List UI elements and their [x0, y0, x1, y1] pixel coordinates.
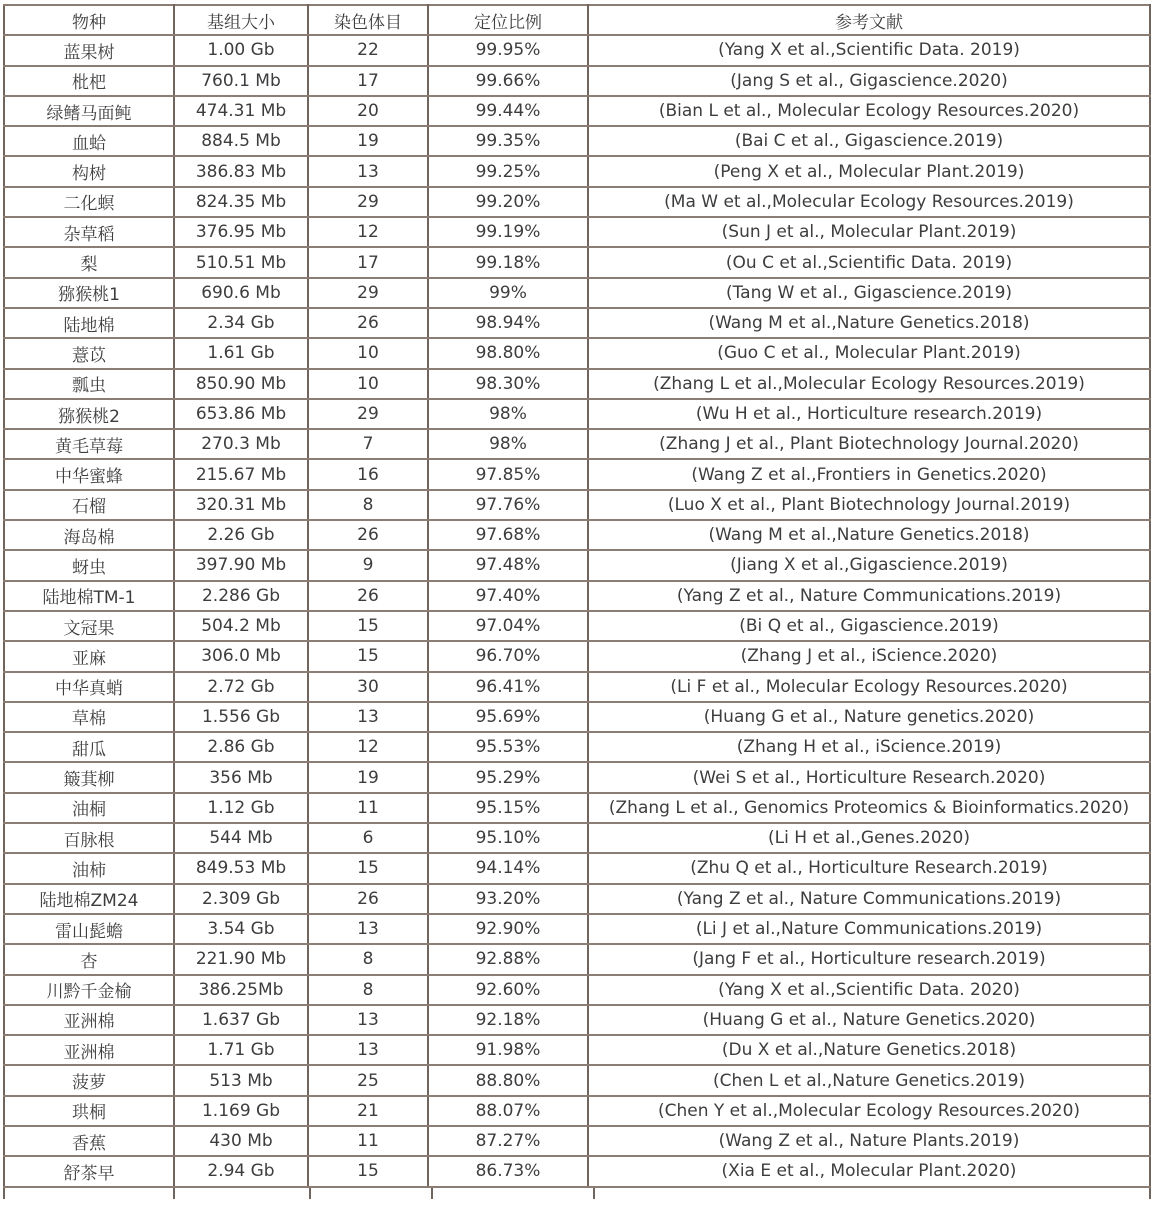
cell-genome_size: 3.54 Gb — [174, 914, 308, 944]
cell-reference: (Chen L et al.,Nature Genetics.2019) — [588, 1065, 1150, 1095]
cell-reference: (Chen Y et al.,Molecular Ecology Resources.2020) — [588, 1096, 1150, 1126]
cell-genome_size: 824.35 Mb — [174, 187, 308, 217]
cell-chromosome_count: 8 — [308, 944, 428, 974]
cell-species: 蓝果树 — [4, 35, 174, 65]
cell-genome_size: 430 Mb — [174, 1126, 308, 1156]
cell-chromosome_count: 13 — [308, 702, 428, 732]
table-row — [4, 611, 1150, 641]
cell-anchor_ratio: 97.68% — [428, 520, 588, 550]
cell-genome_size: 1.61 Gb — [174, 338, 308, 368]
cell-reference: (Wang Z et al., Nature Plants.2019) — [588, 1126, 1150, 1156]
cell-chromosome_count: 26 — [308, 520, 428, 550]
cell-chromosome_count: 19 — [308, 762, 428, 792]
cell-genome_size: 2.86 Gb — [174, 732, 308, 762]
cell-species: 薏苡 — [4, 338, 174, 368]
cell-chromosome_count: 13 — [308, 1035, 428, 1065]
cell-genome_size: 1.169 Gb — [174, 1096, 308, 1126]
cell-anchor_ratio: 98.94% — [428, 308, 588, 338]
genome-assembly-table — [3, 4, 1151, 1188]
cell-reference: (Wei S et al., Horticulture Research.2020) — [588, 762, 1150, 792]
cell-genome_size: 1.00 Gb — [174, 35, 308, 65]
cell-genome_size: 356 Mb — [174, 762, 308, 792]
cell-reference: (Tang W et al., Gigascience.2019) — [588, 278, 1150, 308]
cell-anchor_ratio: 98% — [428, 429, 588, 459]
table-row — [4, 762, 1150, 792]
cell-chromosome_count: 7 — [308, 429, 428, 459]
cell-chromosome_count: 25 — [308, 1065, 428, 1095]
cell-anchor_ratio: 93.20% — [428, 884, 588, 914]
cell-chromosome_count: 8 — [308, 490, 428, 520]
cell-genome_size: 1.71 Gb — [174, 1035, 308, 1065]
cell-chromosome_count: 29 — [308, 187, 428, 217]
cell-genome_size: 850.90 Mb — [174, 369, 308, 399]
cell-anchor_ratio: 88.80% — [428, 1065, 588, 1095]
table-row — [4, 672, 1150, 702]
table-row — [4, 1096, 1150, 1126]
cell-genome_size: 376.95 Mb — [174, 217, 308, 247]
cell-genome_size: 544 Mb — [174, 823, 308, 853]
cell-species: 香蕉 — [4, 1126, 174, 1156]
cell-reference: (Zhang J et al., Plant Biotechnology Journal.2020) — [588, 429, 1150, 459]
table-row — [4, 247, 1150, 277]
cell-species: 蚜虫 — [4, 550, 174, 580]
cell-chromosome_count: 26 — [308, 308, 428, 338]
cell-genome_size: 510.51 Mb — [174, 247, 308, 277]
table-row — [4, 853, 1150, 883]
cell-species: 杂草稻 — [4, 217, 174, 247]
cell-anchor_ratio: 92.90% — [428, 914, 588, 944]
cell-species: 中华蜜蜂 — [4, 459, 174, 489]
cell-chromosome_count: 30 — [308, 672, 428, 702]
cell-chromosome_count: 15 — [308, 853, 428, 883]
cell-anchor_ratio: 97.85% — [428, 459, 588, 489]
cell-species: 石榴 — [4, 490, 174, 520]
cell-chromosome_count: 12 — [308, 217, 428, 247]
cell-chromosome_count: 6 — [308, 823, 428, 853]
cell-anchor_ratio: 94.14% — [428, 853, 588, 883]
cell-genome_size: 504.2 Mb — [174, 611, 308, 641]
cell-species: 草棉 — [4, 702, 174, 732]
cell-genome_size: 215.67 Mb — [174, 459, 308, 489]
cell-anchor_ratio: 99% — [428, 278, 588, 308]
cell-species: 黄毛草莓 — [4, 429, 174, 459]
table-row — [4, 217, 1150, 247]
cell-reference: (Jang F et al., Horticulture research.2019) — [588, 944, 1150, 974]
cell-anchor_ratio: 86.73% — [428, 1156, 588, 1186]
cell-anchor_ratio: 99.35% — [428, 126, 588, 156]
cell-anchor_ratio: 96.41% — [428, 672, 588, 702]
cell-species: 二化螟 — [4, 187, 174, 217]
cell-reference: (Yang X et al.,Scientific Data. 2019) — [588, 35, 1150, 65]
cell-reference: (Li H et al.,Genes.2020) — [588, 823, 1150, 853]
table-row — [4, 520, 1150, 550]
cell-species: 绿鳍马面鲀 — [4, 96, 174, 126]
cell-genome_size: 2.94 Gb — [174, 1156, 308, 1186]
cell-anchor_ratio: 97.04% — [428, 611, 588, 641]
table-row — [4, 793, 1150, 823]
cell-reference: (Huang G et al., Nature Genetics.2020) — [588, 1005, 1150, 1035]
table-row — [4, 884, 1150, 914]
cell-reference: (Ma W et al.,Molecular Ecology Resources.2019) — [588, 187, 1150, 217]
cell-anchor_ratio: 95.69% — [428, 702, 588, 732]
cell-genome_size: 2.286 Gb — [174, 581, 308, 611]
cell-species: 杏 — [4, 944, 174, 974]
header-species: 物种 — [4, 5, 174, 35]
table-row — [4, 459, 1150, 489]
cell-species: 百脉根 — [4, 823, 174, 853]
header-chromosome-count: 染色体目 — [308, 5, 428, 35]
table-row — [4, 490, 1150, 520]
cell-species: 梨 — [4, 247, 174, 277]
cell-species: 菠萝 — [4, 1065, 174, 1095]
table-row — [4, 1005, 1150, 1035]
header-reference: 参考文献 — [588, 5, 1150, 35]
cell-reference: (Li F et al., Molecular Ecology Resources.2020) — [588, 672, 1150, 702]
cell-anchor_ratio: 99.66% — [428, 66, 588, 96]
cell-genome_size: 2.72 Gb — [174, 672, 308, 702]
cell-reference: (Zhang L et al., Genomics Proteomics & Bioinformatics.2020) — [588, 793, 1150, 823]
table-row — [4, 278, 1150, 308]
cell-genome_size: 306.0 Mb — [174, 641, 308, 671]
cell-genome_size: 2.309 Gb — [174, 884, 308, 914]
cell-chromosome_count: 13 — [308, 1005, 428, 1035]
cell-genome_size: 849.53 Mb — [174, 853, 308, 883]
cell-anchor_ratio: 95.53% — [428, 732, 588, 762]
cell-reference: (Du X et al.,Nature Genetics.2018) — [588, 1035, 1150, 1065]
cell-anchor_ratio: 99.25% — [428, 156, 588, 186]
cell-chromosome_count: 9 — [308, 550, 428, 580]
cell-species: 舒茶早 — [4, 1156, 174, 1186]
table-row — [4, 914, 1150, 944]
cell-chromosome_count: 13 — [308, 156, 428, 186]
table-row — [4, 944, 1150, 974]
cell-species: 陆地棉TM-1 — [4, 581, 174, 611]
cell-reference: (Zhu Q et al., Horticulture Research.2019) — [588, 853, 1150, 883]
cropped-cell — [175, 1188, 311, 1199]
cell-reference: (Wang Z et al.,Frontiers in Genetics.2020) — [588, 459, 1150, 489]
cell-reference: (Wang M et al.,Nature Genetics.2018) — [588, 520, 1150, 550]
cell-chromosome_count: 15 — [308, 641, 428, 671]
cell-chromosome_count: 12 — [308, 732, 428, 762]
cell-reference: (Ou C et al.,Scientific Data. 2019) — [588, 247, 1150, 277]
cell-genome_size: 653.86 Mb — [174, 399, 308, 429]
cell-genome_size: 397.90 Mb — [174, 550, 308, 580]
cell-anchor_ratio: 98% — [428, 399, 588, 429]
header-genome-size: 基组大小 — [174, 5, 308, 35]
cell-chromosome_count: 11 — [308, 1126, 428, 1156]
table-row — [4, 1126, 1150, 1156]
cell-reference: (Li J et al.,Nature Communications.2019) — [588, 914, 1150, 944]
cell-anchor_ratio: 88.07% — [428, 1096, 588, 1126]
cell-species: 中华真蛸 — [4, 672, 174, 702]
cell-species: 海岛棉 — [4, 520, 174, 550]
cell-chromosome_count: 19 — [308, 126, 428, 156]
cell-species: 陆地棉ZM24 — [4, 884, 174, 914]
cell-chromosome_count: 10 — [308, 338, 428, 368]
cell-species: 珙桐 — [4, 1096, 174, 1126]
cell-genome_size: 270.3 Mb — [174, 429, 308, 459]
cell-chromosome_count: 16 — [308, 459, 428, 489]
cell-anchor_ratio: 99.18% — [428, 247, 588, 277]
table-header — [4, 5, 1150, 35]
cropped-next-row — [3, 1188, 1151, 1199]
cell-genome_size: 1.12 Gb — [174, 793, 308, 823]
table-row — [4, 641, 1150, 671]
cell-reference: (Bai C et al., Gigascience.2019) — [588, 126, 1150, 156]
cell-species: 猕猴桃1 — [4, 278, 174, 308]
cell-anchor_ratio: 95.29% — [428, 762, 588, 792]
table-row — [4, 399, 1150, 429]
cell-species: 油桐 — [4, 793, 174, 823]
cell-genome_size: 1.637 Gb — [174, 1005, 308, 1035]
cell-species: 雷山髭蟾 — [4, 914, 174, 944]
table-row — [4, 126, 1150, 156]
cell-reference: (Zhang J et al., iScience.2020) — [588, 641, 1150, 671]
cell-chromosome_count: 17 — [308, 247, 428, 277]
table-row — [4, 823, 1150, 853]
cell-reference: (Luo X et al., Plant Biotechnology Journal.2019) — [588, 490, 1150, 520]
table-body — [4, 35, 1150, 1186]
table-row — [4, 308, 1150, 338]
table-row — [4, 1156, 1150, 1186]
cell-species: 猕猴桃2 — [4, 399, 174, 429]
cell-chromosome_count: 26 — [308, 884, 428, 914]
cell-genome_size: 760.1 Mb — [174, 66, 308, 96]
cell-reference: (Jang S et al., Gigascience.2020) — [588, 66, 1150, 96]
cell-reference: (Peng X et al., Molecular Plant.2019) — [588, 156, 1150, 186]
cell-chromosome_count: 10 — [308, 369, 428, 399]
cell-anchor_ratio: 97.48% — [428, 550, 588, 580]
cell-reference: (Huang G et al., Nature genetics.2020) — [588, 702, 1150, 732]
cell-reference: (Sun J et al., Molecular Plant.2019) — [588, 217, 1150, 247]
cell-species: 构树 — [4, 156, 174, 186]
cell-chromosome_count: 21 — [308, 1096, 428, 1126]
cell-reference: (Jiang X et al.,Gigascience.2019) — [588, 550, 1150, 580]
cell-genome_size: 221.90 Mb — [174, 944, 308, 974]
cell-chromosome_count: 29 — [308, 278, 428, 308]
cell-chromosome_count: 11 — [308, 793, 428, 823]
cell-anchor_ratio: 99.20% — [428, 187, 588, 217]
cropped-cell — [433, 1188, 595, 1199]
cell-species: 文冠果 — [4, 611, 174, 641]
cell-anchor_ratio: 87.27% — [428, 1126, 588, 1156]
cell-reference: (Yang X et al.,Scientific Data. 2020) — [588, 975, 1150, 1005]
cell-reference: (Yang Z et al., Nature Communications.2019) — [588, 581, 1150, 611]
cell-genome_size: 386.25Mb — [174, 975, 308, 1005]
cell-reference: (Zhang L et al.,Molecular Ecology Resources.2019) — [588, 369, 1150, 399]
cell-species: 陆地棉 — [4, 308, 174, 338]
cell-chromosome_count: 17 — [308, 66, 428, 96]
cell-species: 亚麻 — [4, 641, 174, 671]
table-row — [4, 369, 1150, 399]
header-row — [4, 5, 1150, 35]
cell-reference: (Guo C et al., Molecular Plant.2019) — [588, 338, 1150, 368]
cell-species: 枇杷 — [4, 66, 174, 96]
cell-chromosome_count: 13 — [308, 914, 428, 944]
cell-anchor_ratio: 99.44% — [428, 96, 588, 126]
cell-chromosome_count: 29 — [308, 399, 428, 429]
cell-genome_size: 884.5 Mb — [174, 126, 308, 156]
cell-anchor_ratio: 97.76% — [428, 490, 588, 520]
cell-chromosome_count: 20 — [308, 96, 428, 126]
table-row — [4, 1065, 1150, 1095]
cell-chromosome_count: 8 — [308, 975, 428, 1005]
cell-species: 血蛤 — [4, 126, 174, 156]
cell-genome_size: 320.31 Mb — [174, 490, 308, 520]
table-row — [4, 975, 1150, 1005]
cell-reference: (Yang Z et al., Nature Communications.2019) — [588, 884, 1150, 914]
table-row — [4, 338, 1150, 368]
table-row — [4, 702, 1150, 732]
cell-anchor_ratio: 92.88% — [428, 944, 588, 974]
table-row — [4, 66, 1150, 96]
cropped-cell — [3, 1188, 175, 1199]
table-row — [4, 1035, 1150, 1065]
table-row — [4, 550, 1150, 580]
cropped-cell — [595, 1188, 1151, 1199]
cell-reference: (Wu H et al., Horticulture research.2019) — [588, 399, 1150, 429]
cell-anchor_ratio: 95.15% — [428, 793, 588, 823]
cell-chromosome_count: 22 — [308, 35, 428, 65]
cell-species: 甜瓜 — [4, 732, 174, 762]
cell-reference: (Wang M et al.,Nature Genetics.2018) — [588, 308, 1150, 338]
cell-genome_size: 513 Mb — [174, 1065, 308, 1095]
cropped-cell — [311, 1188, 433, 1199]
cell-genome_size: 386.83 Mb — [174, 156, 308, 186]
cell-genome_size: 2.34 Gb — [174, 308, 308, 338]
cell-anchor_ratio: 97.40% — [428, 581, 588, 611]
cell-anchor_ratio: 92.18% — [428, 1005, 588, 1035]
cell-anchor_ratio: 92.60% — [428, 975, 588, 1005]
cell-genome_size: 690.6 Mb — [174, 278, 308, 308]
cell-anchor_ratio: 99.19% — [428, 217, 588, 247]
cell-species: 簸萁柳 — [4, 762, 174, 792]
cell-species: 油柿 — [4, 853, 174, 883]
header-anchor-ratio: 定位比例 — [428, 5, 588, 35]
cell-anchor_ratio: 96.70% — [428, 641, 588, 671]
cell-species: 瓢虫 — [4, 369, 174, 399]
table-row — [4, 156, 1150, 186]
table-row — [4, 35, 1150, 65]
cell-chromosome_count: 15 — [308, 611, 428, 641]
cell-reference: (Bian L et al., Molecular Ecology Resources.2020) — [588, 96, 1150, 126]
cell-anchor_ratio: 98.30% — [428, 369, 588, 399]
cell-anchor_ratio: 91.98% — [428, 1035, 588, 1065]
cell-chromosome_count: 15 — [308, 1156, 428, 1186]
cell-genome_size: 1.556 Gb — [174, 702, 308, 732]
table-row — [4, 732, 1150, 762]
cell-species: 亚洲棉 — [4, 1005, 174, 1035]
table-row — [4, 429, 1150, 459]
table-row — [4, 96, 1150, 126]
cell-species: 川黔千金榆 — [4, 975, 174, 1005]
cell-genome_size: 474.31 Mb — [174, 96, 308, 126]
cell-anchor_ratio: 98.80% — [428, 338, 588, 368]
cell-genome_size: 2.26 Gb — [174, 520, 308, 550]
table-row — [4, 581, 1150, 611]
cell-species: 亚洲棉 — [4, 1035, 174, 1065]
table-row — [4, 187, 1150, 217]
cell-anchor_ratio: 99.95% — [428, 35, 588, 65]
cell-reference: (Xia E et al., Molecular Plant.2020) — [588, 1156, 1150, 1186]
cell-anchor_ratio: 95.10% — [428, 823, 588, 853]
cell-reference: (Bi Q et al., Gigascience.2019) — [588, 611, 1150, 641]
cell-chromosome_count: 26 — [308, 581, 428, 611]
cell-reference: (Zhang H et al., iScience.2019) — [588, 732, 1150, 762]
